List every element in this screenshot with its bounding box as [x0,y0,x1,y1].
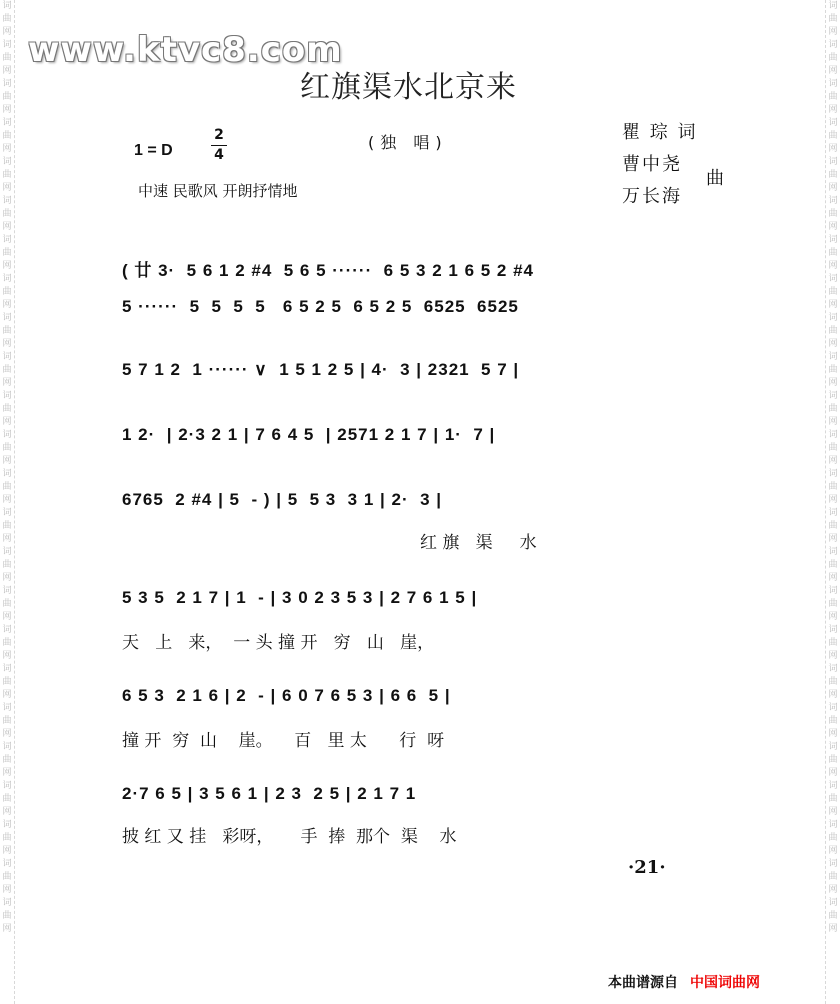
performance-type: (独 唱) [368,133,448,152]
score-line-1: ( 廿 3· 5 6 1 2 #4 5 6 5 ······ 6 5 3 2 1 6 5 2 #4 [122,261,535,280]
key-signature: 1 = D [134,142,173,159]
lyricist-credit: 瞿 琮 词 [622,122,698,143]
time-signature [211,128,227,163]
score-line-8: 2·7 6 5 | 3 5 6 1 | 2 3 2 5 | 2 1 7 1 [122,784,417,803]
tempo-marking: 中速 民歌风 开朗抒情地 [138,182,298,200]
right-margin-watermark: 词曲网词曲网词曲网词曲网词曲网词曲网词曲网词曲网词曲网词曲网词曲网词曲网词曲网词曲网词曲网词曲网词曲网词曲网词曲网词曲网词曲网词曲网词曲网词曲网 [825,0,840,1004]
lyric-line-4: 披 红 又 挂 彩呀， 手 捧 那个 渠 水 [122,827,457,847]
site-watermark: www.ktvc8.com [28,30,343,70]
composer-suffix: 曲 [706,168,726,189]
score-line-6: 5 3 5 2 1 7 | 1 - | 3 0 2 3 5 3 | 2 7 6 1 5 | [122,588,478,607]
source-site-link[interactable]: 中国词曲网 [690,975,760,991]
score-line-2: 5 ······ 5 5 5 5 6 5 2 5 6 5 2 5 6525 6525 [122,297,519,316]
score-line-7: 6 5 3 2 1 6 | 2 - | 6 0 7 6 5 3 | 6 6 5 | [122,686,451,705]
composer-credit-2: 万长海 [622,186,682,207]
time-signature-bottom: 4 [214,147,224,163]
source-label: 本曲谱源自 [608,975,678,991]
composer-credit-1: 曹中尧 [622,154,682,175]
lyric-line-3: 撞 开 穷 山 崖。 百 里 太 行 呀 [122,731,445,751]
lyric-line-1: 红 旗 渠 水 [420,533,537,553]
time-signature-top: 2 [214,127,224,143]
score-line-4: 1 2· | 2·3 2 1 | 7 6 4 5 | 2571 2 1 7 | 1· 7 | [122,425,496,444]
lyric-line-2: 天 上 来， 一 头 撞 开 穷 山 崖， [122,633,435,653]
page-number: ·21· [628,857,666,878]
source-credit [608,972,760,992]
left-margin-watermark: 词曲网词曲网词曲网词曲网词曲网词曲网词曲网词曲网词曲网词曲网词曲网词曲网词曲网词曲网词曲网词曲网词曲网词曲网词曲网词曲网词曲网词曲网词曲网词曲网 [0,0,15,1004]
song-title: 红旗渠水北京来 [300,70,517,105]
score-line-5: 6765 2 #4 | 5 - ) | 5 5 3 3 1 | 2· 3 | [122,490,443,509]
score-line-3: 5 7 1 2 1 ······ ∨ 1 5 1 2 5 | 4· 3 | 2321 5 7 | [122,360,520,379]
